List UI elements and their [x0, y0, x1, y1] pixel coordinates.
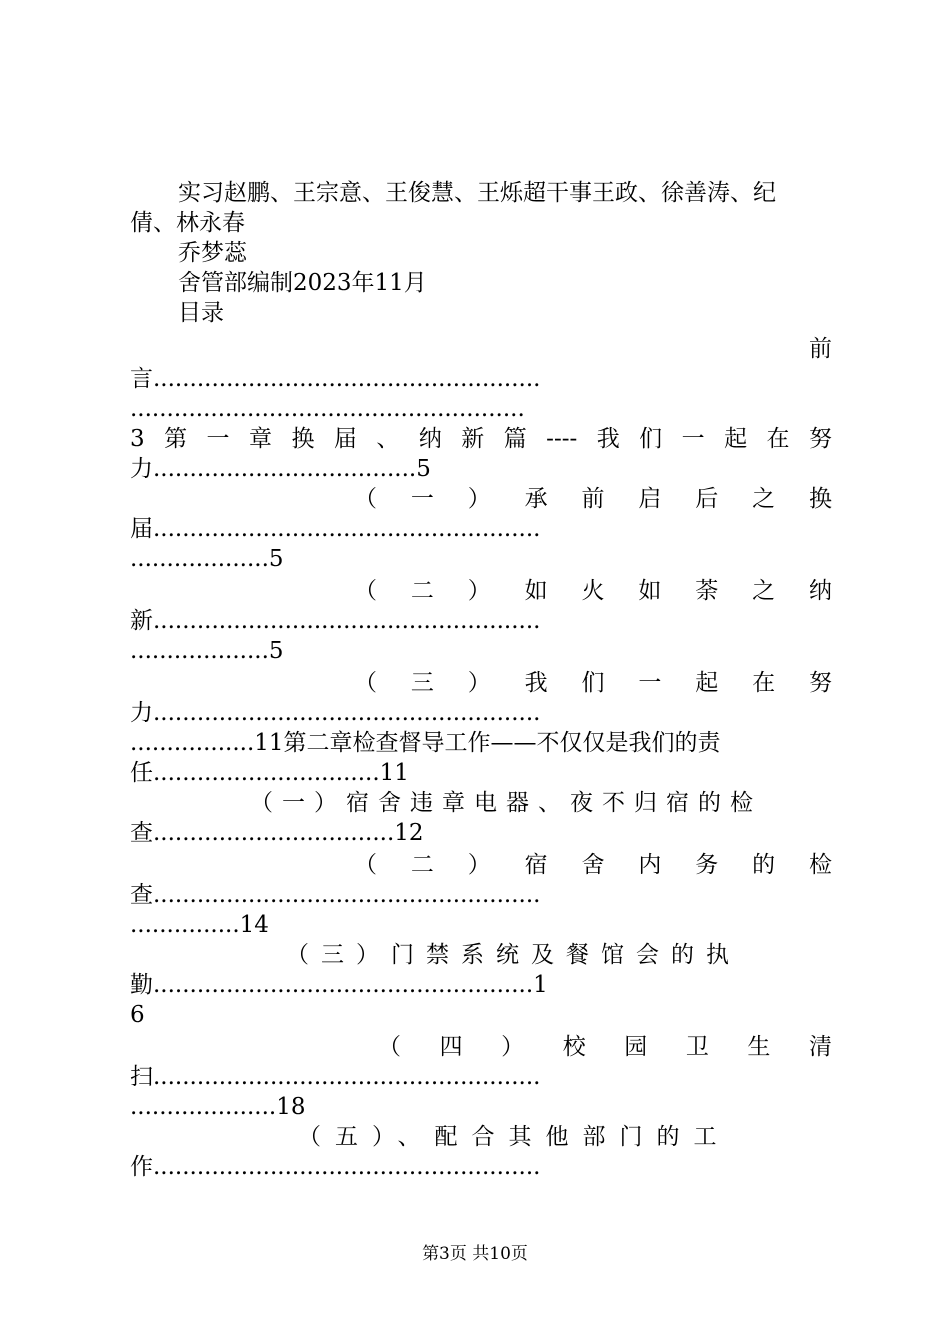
toc-line: （一）宿舍违章电器、夜不归宿的检: [250, 790, 762, 816]
toc-line: 言.....................................................: [130, 366, 541, 392]
members-line-cont: 倩、林永春: [130, 210, 245, 236]
toc-line: （五）、配合其他部门的工: [298, 1124, 731, 1150]
toc-line: 扫.....................................................: [130, 1064, 541, 1090]
toc-line: ......................................................: [130, 396, 525, 422]
toc-line: ...............14: [130, 912, 269, 938]
toc-line: 前: [809, 336, 832, 362]
toc-line: ...................5: [130, 546, 284, 572]
toc-line: 力....................................5: [130, 456, 431, 482]
toc-line: 查.....................................................: [130, 882, 541, 908]
toc-line: （ 二 ） 如 火 如 荼 之 纳: [354, 578, 832, 604]
toc-line: （三）门禁系统及餐馆会的执: [286, 942, 741, 968]
toc-line: 力.....................................................: [130, 700, 541, 726]
toc-line: .................11第二章检查督导工作——不仅仅是我们的责: [130, 730, 721, 756]
toc-line: 3 第 一 章 换 届 、 纳 新 篇 ---- 我 们 一 起 在 努: [130, 426, 832, 452]
toc-line: ...................5: [130, 638, 284, 664]
toc-line: ....................18: [130, 1094, 306, 1120]
author-name: 乔梦蕊: [178, 240, 247, 266]
toc-line: 届.....................................................: [130, 516, 541, 542]
members-line: 实习赵鹏、王宗意、王俊慧、王烁超干事王政、徐善涛、纪: [178, 180, 776, 206]
toc-line: 6: [130, 1002, 145, 1028]
toc-line: （ 二 ） 宿 舍 内 务 的 检: [354, 852, 832, 878]
toc-line: （ 四 ） 校 园 卫 生 清: [378, 1034, 832, 1060]
toc-line: 勤....................................................1: [130, 972, 548, 998]
toc-line: （ 一 ） 承 前 启 后 之 换: [354, 486, 832, 512]
page-footer: 第3页 共10页: [422, 1244, 528, 1264]
toc-line: 查.................................12: [130, 820, 424, 846]
toc-line: （ 三 ） 我 们 一 起 在 努: [354, 670, 832, 696]
toc-title: 目录: [178, 300, 224, 326]
toc-line: 新.....................................................: [130, 608, 541, 634]
toc-line: 作.....................................................: [130, 1154, 541, 1180]
toc-line: 任...............................11: [130, 760, 409, 786]
compiled-by: 舍管部编制2023年11月: [178, 270, 427, 296]
